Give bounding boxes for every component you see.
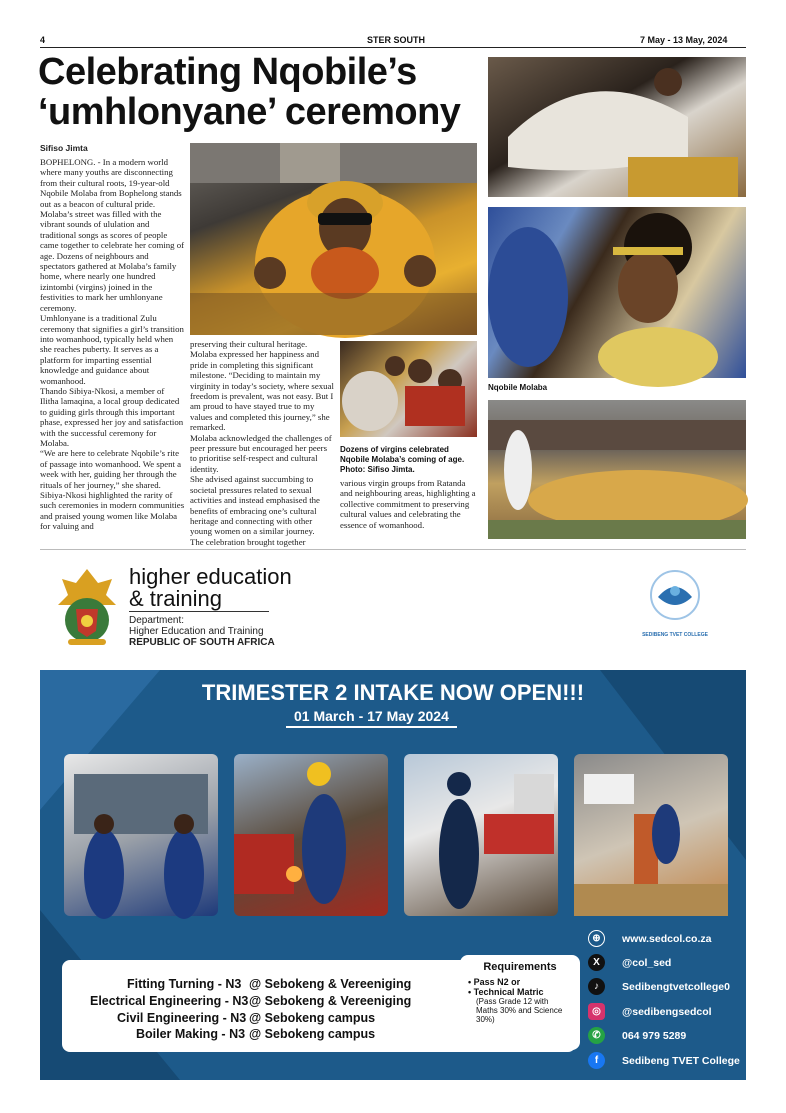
photo-fitting-welding bbox=[234, 754, 388, 916]
small-photo-caption: Dozens of virgins celebrated Nqobile Molaba’s coming of age. Photo: Sifiso Jimta. bbox=[340, 445, 465, 474]
social-instagram[interactable] bbox=[588, 1003, 748, 1023]
right-photo-nqobile bbox=[488, 207, 746, 378]
requirements-panel bbox=[460, 955, 580, 1050]
paragraph: Thando Sibiya-Nkosi, a member of Ilitha lamaqina, a local group dedicated to guiding girls through this important phase, expressed her joy and satisfaction with the successful ceremony for Molaba. bbox=[40, 385, 184, 448]
dept-line-2: & training bbox=[129, 586, 222, 611]
tiktok-icon: ♪ bbox=[588, 978, 605, 995]
course-location: @ Sebokeng campus bbox=[249, 1027, 376, 1041]
social-tiktok[interactable] bbox=[588, 978, 748, 998]
social-whatsapp[interactable] bbox=[588, 1027, 748, 1047]
course-name: Electrical Engineering - N3 bbox=[90, 994, 249, 1008]
article-column-1 bbox=[40, 157, 185, 537]
article-column-2 bbox=[190, 339, 335, 547]
photo-illustration bbox=[64, 754, 218, 916]
paragraph: Umhlonyane is a traditional Zulu ceremony that signifies a girl’s transition into womanhood, typically held when she reaches puberty. It serves as a platform for imparting essential knowledge and guidance about womanhood. bbox=[40, 313, 184, 386]
intake-title: TRIMESTER 2 INTAKE NOW OPEN!!! bbox=[201, 680, 585, 705]
social-facebook[interactable] bbox=[588, 1052, 748, 1072]
publication-name: STER SOUTH bbox=[367, 35, 426, 45]
college-logo bbox=[640, 567, 710, 649]
photo-boiler-making bbox=[404, 754, 558, 916]
photo-illustration bbox=[234, 754, 388, 916]
dept-name bbox=[129, 566, 292, 610]
instagram-icon: ◎ bbox=[588, 1003, 605, 1020]
dept-rule bbox=[129, 611, 269, 612]
water-drop-icon bbox=[640, 567, 710, 627]
right-photo-caption: Nqobile Molaba bbox=[488, 383, 548, 392]
page-number: 4 bbox=[40, 35, 46, 45]
requirements-note: (Pass Grade 12 with Maths 30% and Science 30%) bbox=[476, 997, 563, 1024]
photo-illustration bbox=[340, 341, 477, 437]
headline-line-2: ‘umhlonyane’ ceremony bbox=[38, 91, 461, 133]
course-location: @ Sebokeng campus bbox=[249, 1011, 376, 1025]
photo-electrical-students bbox=[64, 754, 218, 916]
course-location: @ Sebokeng & Vereeniging bbox=[249, 977, 412, 991]
social-text: www.sedcol.co.za bbox=[622, 933, 712, 945]
section-divider bbox=[40, 549, 746, 550]
globe-icon: ⊕ bbox=[588, 930, 605, 947]
right-photo-crowd bbox=[488, 400, 746, 539]
dept-sub-2: Higher Education and Training bbox=[129, 626, 264, 637]
photo-illustration bbox=[488, 400, 746, 539]
requirements-title: Requirements bbox=[483, 961, 557, 973]
dept-subtitle bbox=[129, 615, 275, 648]
dept-sub-3: REPUBLIC OF SOUTH AFRICA bbox=[129, 637, 275, 648]
paragraph: BOPHELONG. - In a modern world where many youths are disconnecting from their cultural roots, 19-year-old Nqobile Molaba from Bophelong stands out as a beacon of cultural pride. bbox=[40, 157, 182, 209]
social-text: @col_sed bbox=[622, 957, 672, 969]
photo-illustration bbox=[574, 754, 728, 916]
course-name: Boiler Making - N3 bbox=[136, 1027, 246, 1041]
article-column-3 bbox=[340, 478, 480, 538]
requirement-item: • Pass N2 or bbox=[468, 977, 521, 987]
right-photo-umbrella bbox=[488, 57, 746, 197]
photo-illustration bbox=[488, 57, 746, 197]
paragraph: Sibiya-Nkosi highlighted the rarity of such ceremonies in modern communities and praised young women like Molaba for valuing and bbox=[40, 490, 185, 532]
paragraph: various virgin groups from Ratanda and neighbouring areas, highlighting a collective commitment to preserving cultural values and celebrating the essence of womanhood. bbox=[340, 478, 476, 530]
social-text: @sedibengsedcol bbox=[622, 1006, 712, 1018]
header-rule bbox=[40, 47, 746, 48]
headline-line-1: Celebrating Nqobile’s bbox=[38, 51, 417, 93]
course-name: Civil Engineering - N3 bbox=[117, 1011, 247, 1025]
whatsapp-icon: ✆ bbox=[588, 1027, 605, 1044]
dept-sub-1: Department: bbox=[129, 615, 185, 626]
paragraph: She advised against succumbing to societal pressures related to sexual activities and instead emphasised the benefits of embracing one’s cultural heritage and connecting with other young women on a similar journey. bbox=[190, 474, 320, 537]
article-headline bbox=[38, 52, 478, 132]
issue-date: 7 May - 13 May, 2024 bbox=[640, 35, 728, 45]
course-name: Fitting Turning - N3 bbox=[127, 977, 242, 991]
article-byline: Sifiso Jimta bbox=[40, 143, 88, 153]
social-text: 064 979 5289 bbox=[622, 1030, 687, 1042]
college-logo-text: SEDIBENG TVET COLLEGE bbox=[642, 632, 708, 638]
coat-of-arms-icon bbox=[56, 565, 118, 651]
facebook-icon: f bbox=[588, 1052, 605, 1069]
photo-illustration bbox=[404, 754, 558, 916]
photo-illustration bbox=[190, 143, 477, 335]
paragraph: Molaba’s street was filled with the vibrant sounds of ululation and traditional songs as scores of people came together to celebrate her coming of age. Dozens of neighbours and spectators gathered at Molaba’s family home, where nearly one hundred izintombi (virgins) joined in the festivities to mark her umhlonyane ceremony. bbox=[40, 209, 185, 313]
social-text: Sedibeng TVET College bbox=[622, 1055, 740, 1067]
paragraph: Molaba acknowledged the challenges of peer pressure but encouraged her peers to prioritise self-respect and cultural identity. bbox=[190, 432, 332, 474]
dept-line-1: higher education bbox=[129, 564, 292, 589]
coat-of-arms-logo bbox=[56, 565, 118, 651]
paragraph: Molaba expressed her happiness and pride in completing this significant milestone. “Deciding to maintain my virginity in today’s society, where sexual freedom is prevalent, was not easy. But I am proud to have stayed true to my values and completed this journey,” she remarked. bbox=[190, 349, 334, 433]
paragraph: preserving their cultural heritage. bbox=[190, 339, 308, 349]
course-location: @ Sebokeng & Vereeniging bbox=[249, 994, 412, 1008]
photo-civil-bricklaying bbox=[574, 754, 728, 916]
photo-illustration bbox=[488, 207, 746, 378]
intake-dates: 01 March - 17 May 2024 bbox=[286, 706, 457, 728]
x-icon: X bbox=[588, 954, 605, 971]
paragraph: The celebration brought together bbox=[190, 536, 306, 547]
social-text: Sedibengtvetcollege0 bbox=[622, 981, 730, 993]
social-website[interactable] bbox=[588, 930, 748, 950]
intake-banner bbox=[40, 670, 746, 1080]
main-photo-ceremony bbox=[190, 143, 477, 335]
social-x[interactable] bbox=[588, 954, 748, 974]
small-photo-virgins bbox=[340, 341, 477, 437]
paragraph: “We are here to celebrate Nqobile’s rite of passage into womanhood. We spent a week with her, guiding her through the rituals of her journey,” she shared. bbox=[40, 448, 182, 490]
requirement-item: • Technical Matric bbox=[468, 987, 544, 997]
